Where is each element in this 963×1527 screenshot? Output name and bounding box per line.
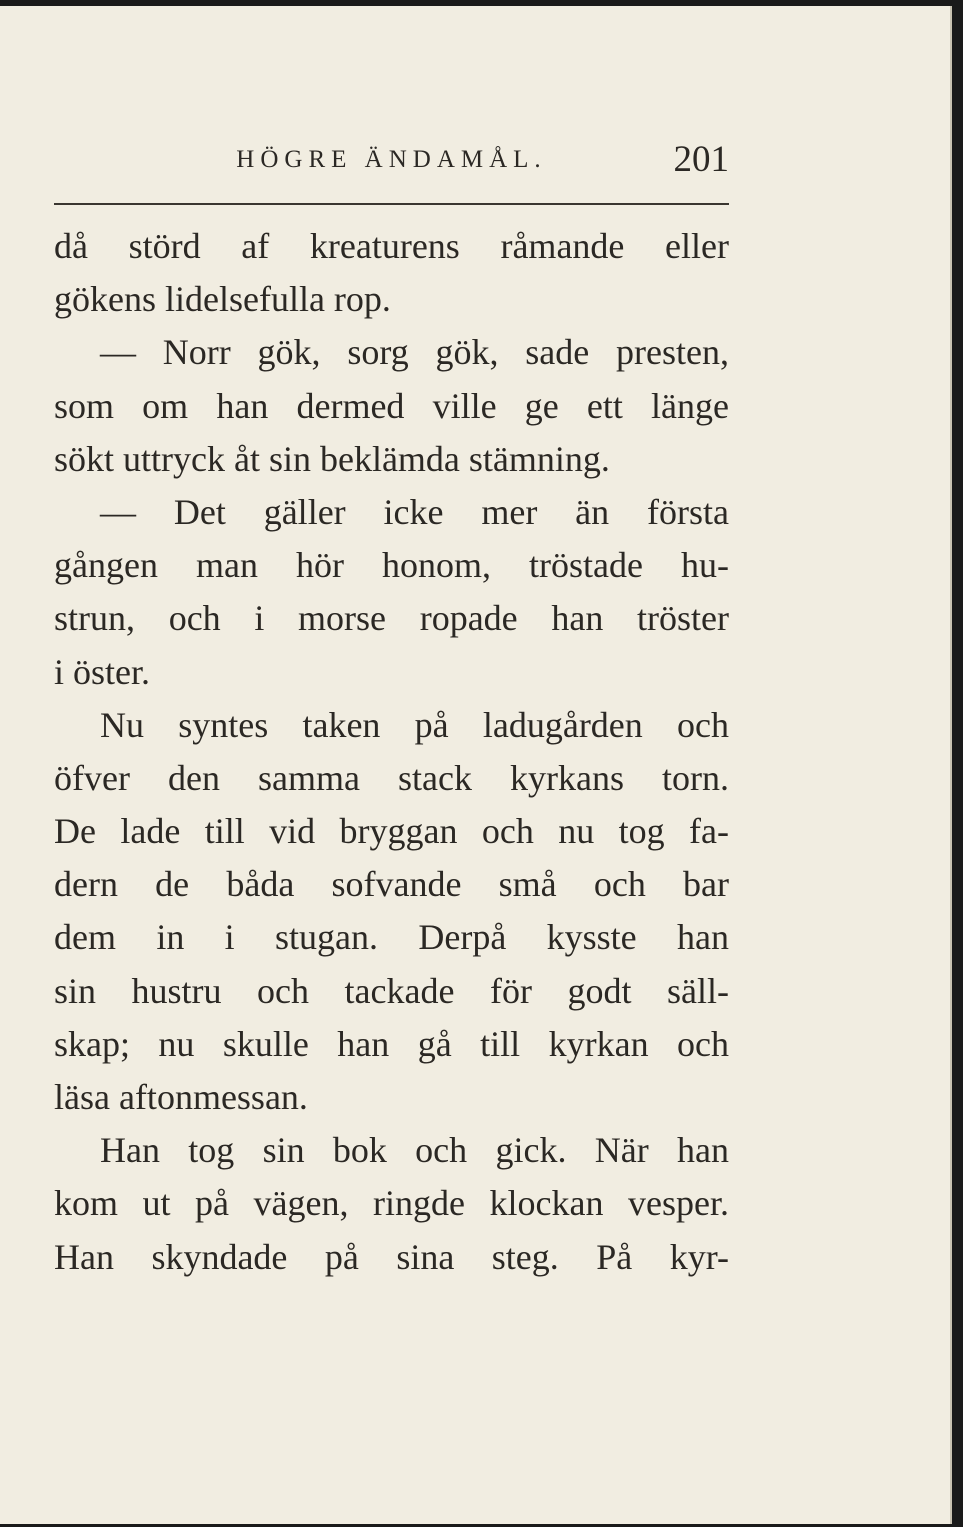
page-number: 201 (673, 139, 729, 180)
body-text (54, 220, 729, 1284)
text-line: kom ut på vägen, ringde klockan vesper. (54, 1183, 729, 1224)
text-line: De lade till vid bryggan och nu tog fa- (54, 811, 729, 852)
text-line: Han tog sin bok och gick. När han (100, 1130, 729, 1171)
text-line: som om han dermed ville ge ett länge (54, 385, 729, 426)
text-line: — Norr gök, sorg gök, sade presten, (100, 332, 729, 373)
text-line: dern de båda sofvande små och bar (54, 864, 729, 905)
page-header (54, 138, 729, 188)
text-line: öfver den samma stack kyrkans torn. (54, 757, 729, 798)
text-line: Han skyndade på sina steg. På kyr- (54, 1236, 729, 1277)
book-page (0, 6, 952, 1524)
text-line: läsa aftonmessan. (54, 1077, 308, 1117)
text-line: sökt uttryck åt sin beklämda stämning. (54, 438, 610, 479)
text-line: skap; nu skulle han gå till kyrkan och (54, 1023, 729, 1064)
text-line: dem in i stugan. Derpå kysste han (54, 917, 729, 958)
running-head: HÖGRE ÄNDAMÅL. (236, 146, 547, 173)
header-rule (54, 203, 729, 205)
text-line: gökens lidelsefulla rop. (54, 279, 391, 320)
text-line: då störd af kreaturens råmande eller (54, 226, 729, 266)
text-line: — Det gäller icke mer än första (100, 491, 729, 532)
text-line: strun, och i morse ropade han tröster (54, 598, 729, 639)
text-line: Nu syntes taken på ladugården och (100, 704, 729, 745)
text-line: i öster. (54, 651, 150, 692)
text-line: gången man hör honom, tröstade hu- (54, 545, 729, 586)
text-line: sin hustru och tackade för godt säll- (54, 970, 729, 1011)
